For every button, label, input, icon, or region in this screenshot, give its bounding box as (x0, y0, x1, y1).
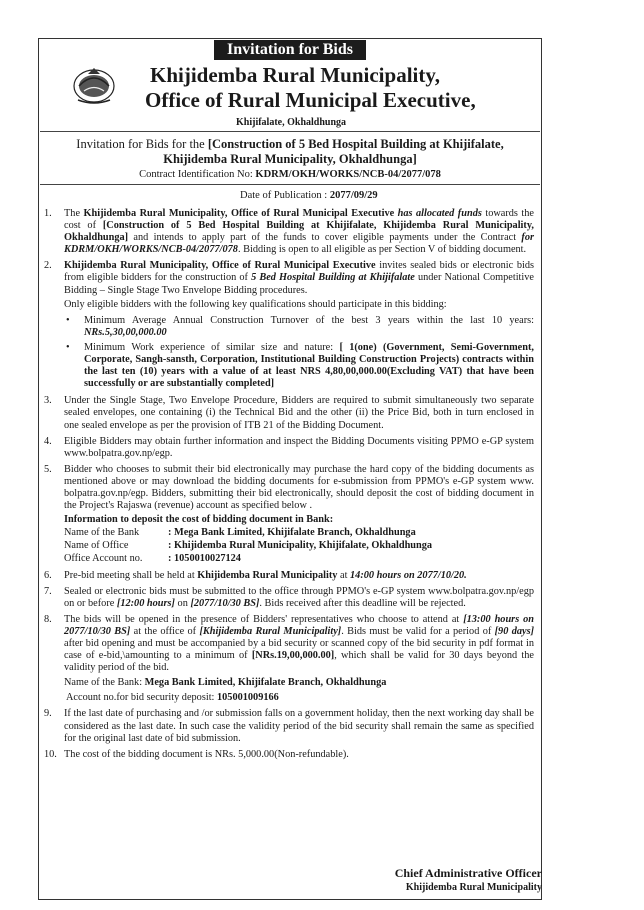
item-number: 2. (44, 260, 52, 272)
text: 14:00 hours on 2077/10/20. (350, 569, 467, 581)
text: Mega Bank Limited, Khijifalate Branch, Okhaldhunga (144, 677, 387, 689)
list-item (44, 749, 534, 761)
text: Sealed or electronic bids must be submitted to the office through PPMO's e-GP system www.bolpatra.gov.np/egp on or before (64, 585, 534, 609)
text: [Khijidemba Rural Municipality] (199, 625, 342, 637)
text: [ 1(one) (Government, Semi-Government, Corporate, Sangh-sansth, Corporation, Institutional Building Construction Projects) contracts within the last ten (10) years with a value of at least NRS 4,80,00,000.00(Excluding VAT) that have been successfully or are substantially completed] (84, 341, 534, 390)
text: after bid opening and must be accompanied by a bid security or scanned copy of the bid security in pdf format in case of e-bid,\amounting to a minimum of (64, 638, 534, 662)
text: 105001009166 (217, 692, 279, 704)
list-item (44, 464, 534, 566)
text: . Bids must be valid for a period of (341, 625, 495, 637)
text: [2077/10/30 BS] (190, 597, 260, 609)
bank-row (64, 527, 534, 539)
text: Name of Office (64, 540, 129, 552)
list-item (44, 570, 534, 582)
item-number: 6. (44, 569, 52, 581)
text: , which shall be valid for 30 days beyond the validity period of the bid. (64, 650, 535, 674)
text: [NRs.19,00,000.00] (251, 650, 335, 662)
text: The bids will be opened in the presence of Bidders' representatives who choose to attend at (64, 613, 464, 625)
list-item (44, 395, 534, 431)
signatory-org: Khijidemba Rural Municipality (405, 882, 542, 893)
notice-banner: Invitation for Bids (214, 40, 366, 60)
ifb-heading (40, 137, 540, 182)
text: towards the cost of (64, 208, 534, 232)
text: [13:00 hours on 2077/10/30 BS] (64, 613, 534, 637)
text: at the office of (130, 625, 200, 637)
publication-label: Date of Publication : (240, 190, 330, 201)
nepal-emblem-icon (70, 60, 118, 108)
text: at (337, 569, 351, 581)
list-item (44, 708, 534, 744)
text: Pre-bid meeting shall be held at (64, 569, 198, 581)
list-item (44, 614, 534, 705)
text: 5 Bed Hospital Building at Khijifalate (251, 272, 415, 284)
text: The (64, 208, 84, 219)
signatory-title: Chief Administrative Officer (394, 866, 542, 880)
text: Minimum Average Annual Construction Turnover of the best 3 years within the last 10 years: (84, 314, 534, 326)
text: Name of the Bank (64, 527, 140, 539)
org-name-line2: Office of Rural Municipal Executive, (145, 88, 476, 112)
text: Khijidemba Rural Municipality (197, 569, 338, 581)
item-number: 8. (44, 613, 52, 625)
notice-body (44, 208, 534, 765)
bank-info-heading: Information to deposit the cost of bidding document in Bank: (64, 514, 334, 526)
text: Minimum Work experience of similar size and nature: (84, 341, 340, 353)
text: : Mega Bank Limited, Khijifalate Branch, Okhaldhunga (168, 527, 416, 539)
text: : Khijidemba Rural Municipality, Khijifalate, Okhaldhunga (168, 540, 433, 552)
text: under National Competitive Bidding – Single Stage Two Envelope Bidding procedures. (64, 272, 534, 296)
qualification-bullet (44, 342, 534, 390)
text: [12:00 hours] (116, 597, 175, 609)
list-item (44, 208, 534, 256)
item-number: 5. (44, 463, 52, 475)
item-number: 1. (44, 208, 52, 219)
ifb-prefix: Invitation for Bids for the (76, 137, 208, 151)
text: [90 days] (494, 625, 535, 637)
bullet-icon: • (66, 341, 70, 353)
ifb-project-line1: [Construction of 5 Bed Hospital Building at Khijifalate, (207, 137, 504, 151)
text: for KDRM/OKH/WORKS/NCB-04/2077/078 (64, 232, 534, 256)
ifb-project-line2: Khijidemba Rural Municipality, Okhaldhunga] (163, 152, 417, 166)
text: . Bidding is open to all eligible as per Section V of bidding document. (237, 244, 527, 256)
qualification-bullet (44, 315, 534, 339)
item-text: Bidder who chooses to submit their bid electronically may purchase the hard copy of the bidding documents as mentioned above or may download the bidding documents for e-submission from PPMO's e-GP system www. bolpatra.gov.np/egp. Bidders, submitting their bid electronically, should deposit the cost of bidding document in the Project's Rajaswa (revenue) account as specified below . (64, 463, 534, 512)
org-address: Khijifalate, Okhaldhunga (236, 117, 347, 128)
divider (40, 131, 540, 132)
item-number: 10. (44, 748, 57, 760)
item-text: Eligible Bidders may obtain further information and inspect the Bidding Documents visiting PPMO e-GP system www.bolpatra.gov.np/egp. (64, 435, 534, 459)
list-item (44, 436, 534, 460)
text: Name of the Bank: (64, 677, 145, 689)
item-text: If the last date of purchasing and /or submission falls on a government holiday, then the next working day shall be considered as the last date. In such case the validity period of the bid security shall remain the same as specified for the original last date of bid submission. (64, 708, 534, 744)
contract-number: KDRM/OKH/WORKS/NCB-04/2077/078 (255, 169, 441, 180)
contract-label: Contract Identification No: (139, 169, 256, 180)
item-number: 4. (44, 435, 52, 447)
text: Khijidemba Rural Municipality, Office of Rural Municipal Executive (64, 260, 376, 272)
item-text: Under the Single Stage, Two Envelope Procedure, Bidders are required to submit simultaneously two separate sealed envelopes, one containing (i) the Technical Bid and the other (ii) the Price Bid, both in turn enclosed in one sealed envelope as per the provision of ITB 21 of the Bidding Document. (64, 395, 534, 431)
text: Account no.for bid security deposit: (66, 692, 217, 704)
text: [Construction of 5 Bed Hospital Building at Khijifalate, Khijidemba Rural Municipality, Okhaldhunga] (64, 220, 534, 244)
text: and intends to apply part of the funds to cover eligible payments under the Contract (128, 232, 522, 244)
item-number: 9. (44, 708, 52, 720)
bank-row (64, 540, 534, 552)
text: invites sealed bids or electronic bids from eligible bidders for the construction of (64, 260, 534, 284)
divider (40, 184, 540, 185)
text: : 1050010027124 (168, 553, 241, 565)
text: . Bids received after this deadline will be rejected. (259, 597, 466, 609)
text: has allocated funds (394, 208, 482, 219)
org-name-line1: Khijidemba Rural Municipality, (150, 63, 440, 87)
list-item (44, 260, 534, 310)
qualification-intro: Only eligible bidders with the following key qualifications should participate in this bidding: (64, 298, 447, 310)
text: NRs.5,30,00,000.00 (84, 326, 167, 338)
item-number: 3. (44, 395, 52, 407)
text: on (174, 597, 191, 609)
text: Office Account no. (64, 553, 143, 565)
bullet-icon: • (66, 314, 70, 326)
list-item (44, 586, 534, 610)
item-number: 7. (44, 585, 52, 597)
text: Khijidemba Rural Municipality, Office of Rural Municipal Executive (83, 208, 395, 219)
publication-date (240, 190, 378, 201)
publication-date-value: 2077/09/29 (329, 190, 378, 201)
item-text: The cost of the bidding document is NRs. 5,000.00(Non-refundable). (64, 748, 349, 760)
bank-row (64, 553, 534, 565)
